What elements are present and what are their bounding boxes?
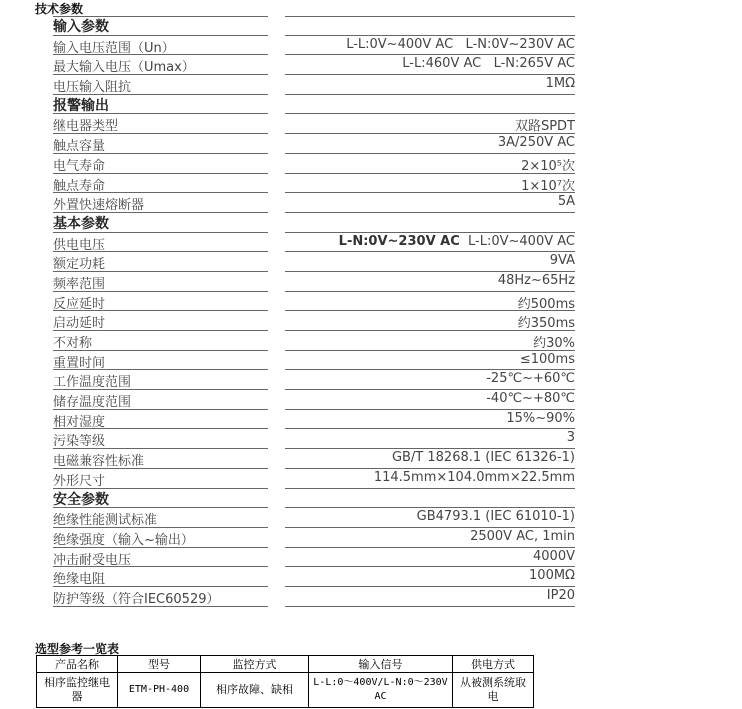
header-product-name: 产品名称: [37, 656, 118, 673]
spec-label: 反应延时: [53, 296, 106, 312]
spec-row: [53, 528, 575, 548]
spec-label: 防护等级（符合IEC60529）: [53, 591, 220, 607]
section-header: [53, 16, 575, 36]
spec-row: [53, 174, 575, 194]
spec-value: L-L:460V AC L-N:265V AC: [402, 56, 575, 72]
spec-value: 约30%: [533, 336, 575, 351]
section-header: [53, 489, 575, 509]
spec-row: [53, 351, 575, 371]
spec-row: [53, 134, 575, 154]
spec-row: [53, 233, 575, 253]
spec-row: [53, 55, 575, 75]
spec-value: -40℃~+80℃: [486, 391, 575, 407]
spec-row: [53, 75, 575, 95]
spec-value: 15%~90%: [506, 410, 575, 426]
spec-value: 3A/250V AC: [497, 135, 575, 151]
spec-label: 电压输入阻抗: [53, 80, 132, 96]
spec-row: [53, 390, 575, 410]
section-header: [53, 95, 575, 115]
spec-row: [53, 114, 575, 134]
spec-label: 绝缘性能测试标准: [53, 513, 158, 529]
spec-row: [53, 154, 575, 174]
spec-row: [53, 292, 575, 312]
spec-value: -25℃~+60℃: [486, 371, 575, 387]
spec-label: 外置快速熔断器: [53, 198, 145, 214]
cell-model: ETM-PH-400: [118, 673, 201, 708]
cell-power-supply: 从被测系统取电: [453, 673, 534, 708]
section-label: 基本参数: [53, 215, 109, 232]
spec-value: 约350ms: [517, 316, 575, 332]
spec-table: [53, 16, 575, 607]
spec-value-secondary: L-L:0V~400V AC: [459, 233, 575, 249]
spec-label: 储存温度范围: [53, 395, 132, 411]
spec-row: [53, 252, 575, 272]
spec-label: 额定功耗: [53, 257, 106, 273]
spec-value: 双路SPDT: [514, 119, 575, 135]
header-input-signal: 输入信号: [309, 656, 453, 673]
spec-row: [53, 370, 575, 390]
spec-label: 重置时间: [53, 355, 106, 371]
spec-value: L-L:0V~400V AC L-N:0V~230V AC: [346, 36, 575, 52]
spec-value: 2500V AC, 1min: [470, 528, 575, 544]
spec-value: 100MΩ: [529, 568, 575, 584]
section-label: 安全参数: [53, 491, 109, 508]
top-rule-right: [285, 16, 575, 17]
spec-value: 48Hz~65Hz: [497, 272, 575, 288]
row-rule-right: [285, 606, 575, 607]
section-label: 输入参数: [53, 19, 109, 35]
spec-label: 频率范围: [53, 276, 106, 292]
spec-label: 触点容量: [53, 139, 106, 155]
spec-row: [53, 410, 575, 430]
spec-label: 继电器类型: [53, 119, 119, 135]
spec-row: [53, 567, 575, 587]
spec-value: GB4793.1 (IEC 61010-1): [416, 509, 575, 525]
header-monitor-mode: 监控方式: [201, 656, 309, 673]
spec-value: 114.5mm×104.0mm×22.5mm: [373, 469, 575, 485]
spec-label: 触点寿命: [53, 178, 106, 194]
spec-value: 1×10⁷次: [521, 178, 575, 194]
spec-value: 4000V: [533, 548, 575, 564]
spec-label: 输入电压范围（Un）: [53, 40, 175, 56]
spec-label: 冲击耐受电压: [53, 552, 132, 568]
spec-row: [53, 429, 575, 449]
spec-value: [339, 234, 575, 249]
spec-row: [53, 508, 575, 528]
spec-label: 不对称: [53, 336, 93, 351]
spec-label: 相对湿度: [53, 414, 106, 430]
header-power-supply: 供电方式: [453, 656, 534, 673]
spec-row: [53, 311, 575, 331]
spec-label: 绝缘强度（输入~输出）: [53, 532, 194, 548]
selection-header-row: [37, 656, 534, 673]
spec-value: 1MΩ: [545, 76, 575, 92]
spec-row: [53, 272, 575, 292]
spec-label: 绝缘电阻: [53, 572, 106, 588]
cell-monitor-mode: 相序故障、缺相: [201, 673, 309, 708]
spec-value: 9VA: [549, 253, 575, 269]
spec-value: 2×10⁵次: [521, 158, 575, 174]
selection-title: 选型参考一览表: [35, 642, 120, 656]
spec-label: 最大输入电压（Umax）: [53, 60, 195, 76]
spec-row: [53, 469, 575, 489]
section-header: [53, 213, 575, 233]
table-row: [37, 673, 534, 708]
spec-value: 3: [566, 430, 575, 446]
spec-label: 启动延时: [53, 316, 106, 332]
spec-value: ≤100ms: [519, 351, 575, 367]
spec-row: [53, 449, 575, 469]
cell-product-name: 相序监控继电器: [37, 673, 118, 708]
tech-params-title: 技术参数: [35, 2, 84, 16]
section-label: 报警输出: [53, 97, 109, 114]
spec-value: 约500ms: [517, 296, 575, 312]
spec-label: 污染等级: [53, 434, 106, 450]
spec-row: [53, 36, 575, 56]
selection-table: [36, 655, 534, 708]
cell-input-signal: L-L:0～400V/L-N:0～230V AC: [309, 673, 453, 708]
spec-value: 5A: [557, 194, 575, 210]
header-model: 型号: [118, 656, 201, 673]
spec-label: 供电电压: [53, 237, 106, 253]
spec-row: [53, 331, 575, 351]
spec-label: 电气寿命: [53, 158, 106, 174]
spec-label: 外形尺寸: [53, 473, 106, 489]
spec-value: GB/T 18268.1 (IEC 61326-1): [391, 450, 575, 466]
row-rule-left: [53, 606, 268, 607]
spec-label: 电磁兼容性标准: [53, 454, 145, 470]
spec-value: IP20: [546, 587, 575, 603]
spec-label: 工作温度范围: [53, 375, 132, 391]
spec-value-primary: L-N:0V~230V AC: [338, 233, 460, 249]
spec-row: [53, 587, 575, 607]
spec-row: [53, 548, 575, 568]
spec-row: [53, 193, 575, 213]
